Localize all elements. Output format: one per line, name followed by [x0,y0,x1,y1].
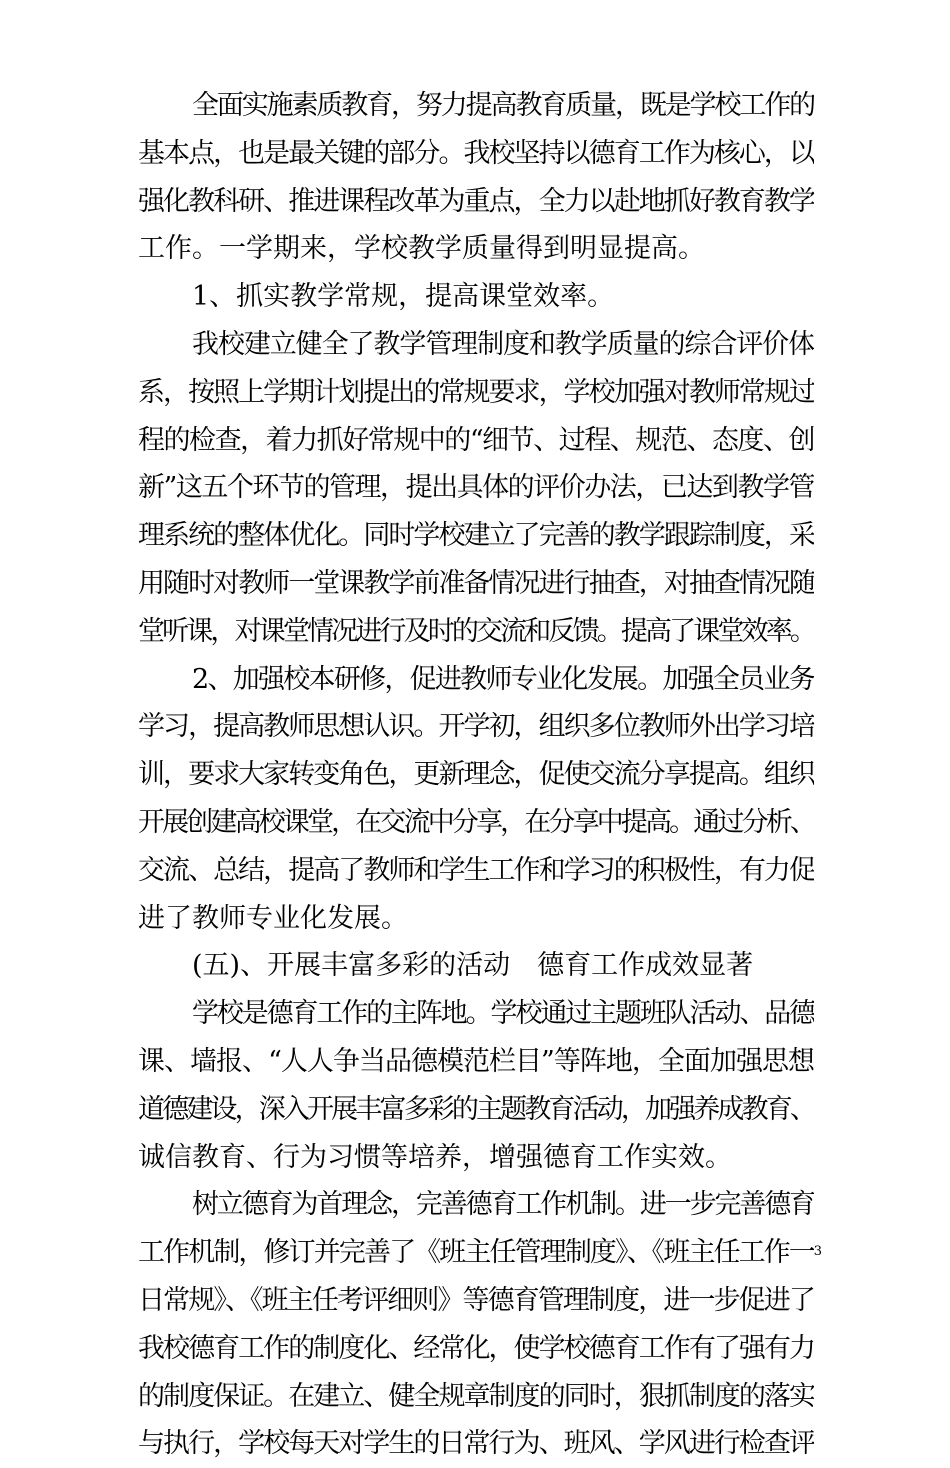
text-line: 诚信教育、行为习惯等培养，增强德育工作实效。 [138,1141,732,1173]
text-line: 交流、总结，提高了教师和学生工作和学习的积极性，有力促 [138,854,814,886]
text-line: 开展创建高校课堂，在交流中分享，在分享中提高。通过分析、 [138,806,814,838]
text-line: 进了教师专业化发展。 [138,902,408,934]
text-line: 学习，提高教师思想认识。开学初，组织多位教师外出学习培 [138,711,814,743]
text-line: 日常规》、《班主任考评细则》等德育管理制度，进一步促进了 [138,1284,814,1316]
text-line: 训，要求大家转变角色，更新理念，促使交流分享提高。组织 [138,759,814,791]
text-line: 系，按照上学期计划提出的常规要求，学校加强对教师常规过 [138,376,814,408]
document-body [138,82,814,1468]
text-line: 我校建立健全了教学管理制度和教学质量的综合评价体 [192,328,814,360]
text-line: 工作机制，修订并完善了《班主任管理制度》、《班主任工作一 [138,1237,814,1269]
text-line: 的制度保证。在建立、健全规章制度的同时，狠抓制度的落实 [138,1380,814,1412]
text-line: 工作。一学期来，学校教学质量得到明显提高。 [138,233,705,265]
text-line: 新”这五个环节的管理，提出具体的评价办法，已达到教学管 [138,472,814,504]
text-line: 道德建设，深入开展丰富多彩的主题教育活动，加强养成教育、 [138,1093,814,1125]
text-line: 学校是德育工作的主阵地。学校通过主题班队活动、品德 [192,998,814,1030]
text-line: 强化教科研、推进课程改革为重点，全力以赴地抓好教育教学 [138,185,814,217]
text-line: 程的检查，着力抓好常规中的“细节、过程、规范、态度、创 [138,424,814,456]
text-line: 基本点，也是最关键的部分。我校坚持以德育工作为核心，以 [138,137,814,169]
text-line: 堂听课，对课堂情况进行及时的交流和反馈。提高了课堂效率。 [138,615,814,647]
text-line: 树立德育为首理念，完善德育工作机制。进一步完善德育 [192,1189,814,1221]
text-line: 与执行，学校每天对学生的日常行为、班风、学风进行检查评 [138,1428,814,1460]
text-line: 我校德育工作的制度化、经常化，使学校德育工作有了强有力 [138,1332,814,1364]
text-line: 理系统的整体优化。同时学校建立了完善的教学跟踪制度，采 [138,520,814,552]
text-line: 全面实施素质教育，努力提高教育质量，既是学校工作的 [192,90,814,121]
text-line: 用随时对教师一堂课教学前准备情况进行抽查，对抽查情况随 [138,567,814,599]
page-number: 3 [813,1244,822,1259]
text-line: (五)、开展丰富多彩的活动 德育工作成效显著 [192,950,754,982]
text-line: 2、加强校本研修，促进教师专业化发展。加强全员业务 [192,663,814,695]
text-line: 课、墙报、“人人争当品德模范栏目”等阵地，全面加强思想 [138,1045,814,1077]
text-line: 1、抓实教学常规，提高课堂效率。 [192,281,615,313]
